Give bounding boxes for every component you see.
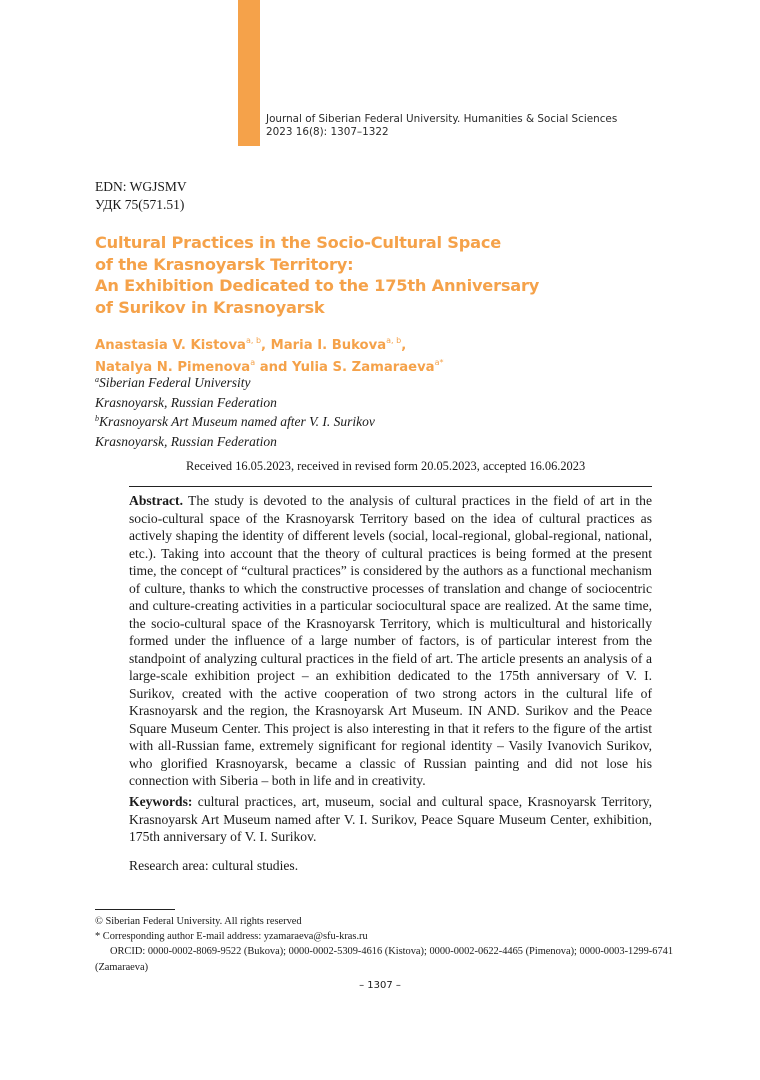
author-affil-marker: a* <box>434 358 444 367</box>
affiliation-marker: b <box>95 414 99 424</box>
article-title <box>95 232 655 318</box>
corresponding-author-note: * Corresponding author E-mail address: yzamaraeva@sfu-kras.ru <box>95 931 368 943</box>
author-separator: , <box>401 338 407 353</box>
author-line <box>95 335 655 357</box>
abstract <box>129 492 652 790</box>
abstract-text: The study is devoted to the analysis of cultural practices in the field of art in the socio-cultural space of the Krasnoyarsk Territory based on the idea of cultural practices as actively shaping the identity of different levels (social, local-regional, global-regional, national, etc.). Taking into account that the theory of cultural practices is being formed at the present time, the concept of “cultural practices” is considered by the authors as a functional mechanism of culture, thanks to which the constructive processes of translation and change of sociocentric and culture-creating activities in a particular sociocultural space are realized. At the same time, the socio-cultural space of the Krasnoyarsk Territory, which is multicultural and historically formed under the influence of a large number of factors, is of particular interest from the standpoint of analyzing cultural practices in the field of art. The article presents an analysis of a large-scale exhibition project – an exhibition dedicated to the 175th anniversary of V. I. Surikov, created with the active cooperation of two strong actors in the cultural life of Krasnoyarsk and the region, the Krasnoyarsk Art Museum. IN AND. Surikov and the Peace Square Museum Center. This project is also interesting in that it refers to the figure of the artist with all-Russian fame, extremely significant for regional identity – Vasily Ivanovich Surikov, who glorified Krasnoyarsk, became a classic of Russian painting and did not lose his connection with Siberia – both in life and in creativity. <box>129 493 653 788</box>
received-dates: Received 16.05.2023, received in revised form 20.05.2023, accepted 16.06.2023 <box>186 459 586 473</box>
author-affil-marker: a <box>250 358 256 367</box>
affiliation-b <box>95 412 375 432</box>
affiliations <box>95 373 375 452</box>
orcid-note: ORCID: 0000-0002-8069-9522 (Bukova); 0000-0002-5309-4616 (Kistova); 0000-0002-0622-4465 (Pimenova); 0000-0003-1299-6741 (Zamaraeva) <box>95 946 674 973</box>
affiliation-place: Krasnoyarsk, Russian Federation <box>95 434 277 450</box>
affiliation-marker: a <box>95 375 99 384</box>
page-number: – 1307 – <box>359 980 401 991</box>
affiliation-name: Krasnoyarsk Art Museum named after V. I. Surikov <box>99 414 375 430</box>
author-name: Yulia S. Zamaraeva <box>292 360 435 375</box>
udk-code: УДК 75(571.51) <box>95 196 185 212</box>
title-line: of the Krasnoyarsk Territory: <box>95 254 354 274</box>
edn-code: EDN: WGJSMV <box>95 179 187 194</box>
journal-header <box>266 113 666 140</box>
title-line: of Surikov in Krasnoyarsk <box>95 297 325 317</box>
research-area: Research area: cultural studies. <box>129 858 299 873</box>
author-affil-marker: a, b <box>386 336 402 345</box>
author-separator: and <box>255 360 293 375</box>
keywords <box>129 793 652 846</box>
affiliation-name: Siberian Federal University <box>99 375 251 390</box>
journal-issue: 2023 16(8): 1307–1322 <box>266 126 389 139</box>
author-affil-marker: a, b <box>245 336 262 345</box>
affiliation-place: Krasnoyarsk, Russian Federation <box>95 394 277 410</box>
keywords-text: cultural practices, art, museum, social and cultural space, Krasnoyarsk Territory, Krasnoyarsk Art Museum named after V. I. Surikov, Peace Square Museum Center, exhibition, 175th anniversary of V. I. Surikov. <box>129 794 652 844</box>
abstract-divider <box>129 486 652 487</box>
author-name: Maria I. Bukova <box>270 338 387 353</box>
footnotes <box>95 914 685 975</box>
title-line: An Exhibition Dedicated to the 175th Anniversary <box>95 276 540 295</box>
keywords-label: Keywords: <box>129 794 193 809</box>
title-line: Cultural Practices in the Socio-Cultural Space <box>95 233 502 252</box>
article-identifiers <box>95 178 187 213</box>
abstract-label: Abstract. <box>129 493 183 508</box>
author-name: Anastasia V. Kistova <box>95 338 246 353</box>
copyright-note: © Siberian Federal University. All rights reserved <box>95 916 302 927</box>
footnote-divider <box>95 909 175 910</box>
affiliation-a <box>95 373 375 393</box>
journal-accent-bar <box>238 0 260 146</box>
journal-name: Journal of Siberian Federal University. Humanities & Social Sciences <box>266 113 618 125</box>
author-name: Natalya N. Pimenova <box>95 360 251 375</box>
author-separator: , <box>261 338 271 353</box>
